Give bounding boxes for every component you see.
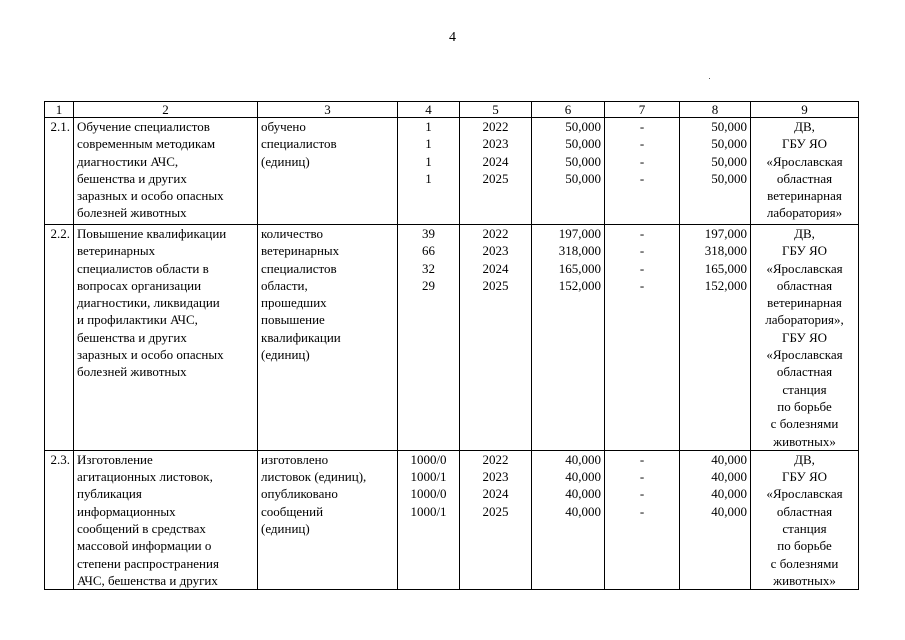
measure-name-line: массовой информации о bbox=[77, 538, 212, 554]
indicator-value-line: 1000/0 bbox=[410, 486, 447, 502]
executor-line: ДВ, bbox=[794, 451, 815, 467]
indicator-value-line: 1 bbox=[425, 153, 432, 169]
indicator-value-line: 1000/1 bbox=[410, 469, 447, 485]
federal-funding-line: - bbox=[639, 260, 645, 276]
federal-funding-cell bbox=[605, 118, 680, 225]
measure-name-line: заразных и особо опасных bbox=[77, 188, 224, 204]
measure-name-line: степени распространения bbox=[77, 555, 219, 571]
federal-funding-cell bbox=[605, 450, 680, 589]
year-line: 2024 bbox=[482, 486, 509, 502]
measure-name-line: сообщений в средствах bbox=[77, 521, 206, 537]
executor-line: животных» bbox=[773, 572, 836, 588]
year-line: 2022 bbox=[482, 226, 509, 241]
measure-name-line: информационных bbox=[77, 503, 176, 519]
executor-cell bbox=[751, 118, 859, 225]
header-cell: 4 bbox=[398, 102, 460, 118]
indicator-line: повышение bbox=[261, 312, 325, 328]
total-funding-line: 50,000 bbox=[565, 153, 601, 169]
total-funding-line: 50,000 bbox=[565, 136, 601, 152]
executor-line: с болезнями bbox=[770, 416, 839, 432]
federal-funding-line: - bbox=[639, 170, 645, 186]
indicator-line: области, bbox=[261, 277, 308, 293]
indicator-value-line: 39 bbox=[422, 226, 435, 241]
executor-line: лаборатория», bbox=[765, 312, 844, 328]
total-funding-line: 197,000 bbox=[558, 226, 601, 241]
header-cell: 1 bbox=[45, 102, 74, 118]
executor-line: «Ярославская bbox=[766, 486, 843, 502]
executor-line: «Ярославская bbox=[766, 347, 843, 363]
indicator-value-cell bbox=[398, 225, 460, 451]
measure-name-line: АЧС, бешенства и других bbox=[77, 572, 218, 588]
indicator-value-cell bbox=[398, 118, 460, 225]
row-number: 2.3. bbox=[50, 451, 70, 467]
indicator-value-line: 66 bbox=[422, 243, 435, 259]
indicator-value-line: 1000/1 bbox=[410, 503, 447, 519]
executor-line: областная bbox=[776, 503, 833, 519]
regional-funding-line: 50,000 bbox=[711, 153, 747, 169]
executor-line: ветеринарная bbox=[767, 188, 842, 204]
total-funding-line: 40,000 bbox=[565, 451, 601, 467]
regional-funding-cell bbox=[680, 225, 751, 451]
executor-line: областная bbox=[776, 364, 833, 380]
federal-funding-cell bbox=[605, 225, 680, 451]
regional-funding-line: 165,000 bbox=[704, 260, 747, 276]
measure-name-line: болезней животных bbox=[77, 364, 187, 380]
year-cell bbox=[460, 118, 532, 225]
total-funding-line: 40,000 bbox=[565, 503, 601, 519]
executor-line: ГБУ ЯО bbox=[781, 469, 828, 485]
year-line: 2025 bbox=[482, 277, 509, 293]
indicator-cell bbox=[258, 225, 398, 451]
federal-funding-line: - bbox=[639, 119, 645, 134]
table-row bbox=[45, 118, 859, 225]
measure-name-line: специалистов области в bbox=[77, 260, 209, 276]
indicator-value-cell bbox=[398, 450, 460, 589]
executor-line: «Ярославская bbox=[766, 260, 843, 276]
measure-name-line: бешенства и других bbox=[77, 170, 187, 186]
regional-funding-line: 318,000 bbox=[704, 243, 747, 259]
executor-cell bbox=[751, 450, 859, 589]
regional-funding-line: 197,000 bbox=[704, 226, 747, 241]
row-number-cell bbox=[45, 118, 74, 225]
executor-line: ветеринарная bbox=[767, 295, 842, 311]
executor-line: ДВ, bbox=[794, 226, 815, 241]
executor-line: животных» bbox=[773, 433, 836, 449]
executor-line: областная bbox=[776, 170, 833, 186]
year-line: 2023 bbox=[482, 469, 509, 485]
federal-funding-line: - bbox=[639, 153, 645, 169]
federal-funding-line: - bbox=[639, 277, 645, 293]
total-funding-line: 318,000 bbox=[558, 243, 601, 259]
indicator-line: сообщений bbox=[261, 503, 324, 519]
year-line: 2022 bbox=[482, 119, 509, 134]
measure-name-line: публикация bbox=[77, 486, 142, 502]
indicator-line: (единиц) bbox=[261, 347, 310, 363]
measure-name-line: и профилактики АЧС, bbox=[77, 312, 198, 328]
total-funding-cell bbox=[532, 450, 605, 589]
header-row bbox=[45, 102, 859, 118]
executor-line: областная bbox=[776, 277, 833, 293]
indicator-line: прошедших bbox=[261, 295, 327, 311]
total-funding-line: 40,000 bbox=[565, 486, 601, 502]
federal-funding-line: - bbox=[639, 503, 645, 519]
indicator-line: обучено bbox=[261, 119, 306, 134]
indicator-cell bbox=[258, 118, 398, 225]
measure-name-line: болезней животных bbox=[77, 205, 187, 221]
measure-name-line: Повышение квалификации bbox=[77, 226, 227, 241]
measure-name-cell bbox=[74, 225, 258, 451]
executor-line: по борьбе bbox=[777, 538, 832, 554]
total-funding-cell bbox=[532, 118, 605, 225]
table-row bbox=[45, 225, 859, 451]
federal-funding-line: - bbox=[639, 486, 645, 502]
row-number: 2.1. bbox=[50, 119, 70, 134]
indicator-line: ветеринарных bbox=[261, 243, 340, 259]
executor-line: ГБУ ЯО bbox=[781, 136, 828, 152]
measure-name-line: диагностики, ликвидации bbox=[77, 295, 220, 311]
regional-funding-line: 50,000 bbox=[711, 170, 747, 186]
federal-funding-line: - bbox=[639, 451, 645, 467]
header-cell: 6 bbox=[532, 102, 605, 118]
regional-funding-line: 40,000 bbox=[711, 486, 747, 502]
measure-name-cell bbox=[74, 118, 258, 225]
indicator-line: специалистов bbox=[261, 260, 337, 276]
regional-funding-cell bbox=[680, 450, 751, 589]
regional-funding-line: 152,000 bbox=[704, 277, 747, 293]
header-cell: 7 bbox=[605, 102, 680, 118]
measure-name-line: ветеринарных bbox=[77, 243, 156, 259]
table-row bbox=[45, 450, 859, 589]
indicator-line: листовок (единиц), bbox=[261, 469, 367, 485]
federal-funding-line: - bbox=[639, 226, 645, 241]
year-line: 2022 bbox=[482, 451, 509, 467]
regional-funding-cell bbox=[680, 118, 751, 225]
header-cell: 2 bbox=[74, 102, 258, 118]
year-line: 2023 bbox=[482, 243, 509, 259]
total-funding-line: 152,000 bbox=[558, 277, 601, 293]
header-cell: 3 bbox=[258, 102, 398, 118]
program-table bbox=[44, 101, 859, 590]
indicator-line: опубликовано bbox=[261, 486, 338, 502]
row-number-cell bbox=[45, 450, 74, 589]
regional-funding-line: 40,000 bbox=[711, 469, 747, 485]
measure-name-cell bbox=[74, 450, 258, 589]
measure-name-line: Изготовление bbox=[77, 451, 153, 467]
indicator-value-line: 1000/0 bbox=[410, 451, 447, 467]
indicator-line: (единиц) bbox=[261, 153, 310, 169]
executor-line: «Ярославская bbox=[766, 153, 843, 169]
indicator-line: (единиц) bbox=[261, 521, 310, 537]
executor-line: ГБУ ЯО bbox=[781, 243, 828, 259]
executor-line: лаборатория» bbox=[766, 205, 843, 221]
page-number: 4 bbox=[449, 30, 456, 45]
year-line: 2025 bbox=[482, 170, 509, 186]
header-cell: 9 bbox=[751, 102, 859, 118]
measure-name-line: современным методикам bbox=[77, 136, 216, 152]
executor-line: ГБУ ЯО bbox=[781, 329, 828, 345]
regional-funding-line: 40,000 bbox=[711, 503, 747, 519]
executor-line: станция bbox=[782, 521, 827, 537]
federal-funding-line: - bbox=[639, 243, 645, 259]
year-line: 2024 bbox=[482, 153, 509, 169]
indicator-line: квалификации bbox=[261, 329, 341, 345]
year-cell bbox=[460, 450, 532, 589]
executor-cell bbox=[751, 225, 859, 451]
year-line: 2025 bbox=[482, 503, 509, 519]
indicator-value-line: 1 bbox=[425, 119, 432, 134]
indicator-value-line: 32 bbox=[422, 260, 435, 276]
indicator-value-line: 29 bbox=[422, 277, 435, 293]
indicator-line: изготовлено bbox=[261, 451, 329, 467]
header-cell: 5 bbox=[460, 102, 532, 118]
year-line: 2023 bbox=[482, 136, 509, 152]
total-funding-line: 165,000 bbox=[558, 260, 601, 276]
indicator-line: количество bbox=[261, 226, 324, 241]
indicator-value-line: 1 bbox=[425, 170, 432, 186]
total-funding-line: 40,000 bbox=[565, 469, 601, 485]
measure-name-line: агитационных листовок, bbox=[77, 469, 213, 485]
total-funding-line: 50,000 bbox=[565, 170, 601, 186]
scan-dot bbox=[709, 78, 710, 79]
measure-name-line: вопросах организации bbox=[77, 277, 202, 293]
total-funding-cell bbox=[532, 225, 605, 451]
measure-name-line: Обучение специалистов bbox=[77, 119, 210, 134]
indicator-line: специалистов bbox=[261, 136, 337, 152]
federal-funding-line: - bbox=[639, 136, 645, 152]
indicator-value-line: 1 bbox=[425, 136, 432, 152]
total-funding-line: 50,000 bbox=[565, 119, 601, 134]
regional-funding-line: 40,000 bbox=[711, 451, 747, 467]
executor-line: с болезнями bbox=[770, 555, 839, 571]
row-number: 2.2. bbox=[50, 226, 70, 241]
executor-line: по борьбе bbox=[777, 398, 832, 414]
measure-name-line: диагностики АЧС, bbox=[77, 153, 179, 169]
measure-name-line: заразных и особо опасных bbox=[77, 347, 224, 363]
row-number-cell bbox=[45, 225, 74, 451]
regional-funding-line: 50,000 bbox=[711, 119, 747, 134]
executor-line: станция bbox=[782, 381, 827, 397]
regional-funding-line: 50,000 bbox=[711, 136, 747, 152]
executor-line: ДВ, bbox=[794, 119, 815, 134]
indicator-cell bbox=[258, 450, 398, 589]
year-cell bbox=[460, 225, 532, 451]
year-line: 2024 bbox=[482, 260, 509, 276]
federal-funding-line: - bbox=[639, 469, 645, 485]
measure-name-line: бешенства и других bbox=[77, 329, 187, 345]
header-cell: 8 bbox=[680, 102, 751, 118]
